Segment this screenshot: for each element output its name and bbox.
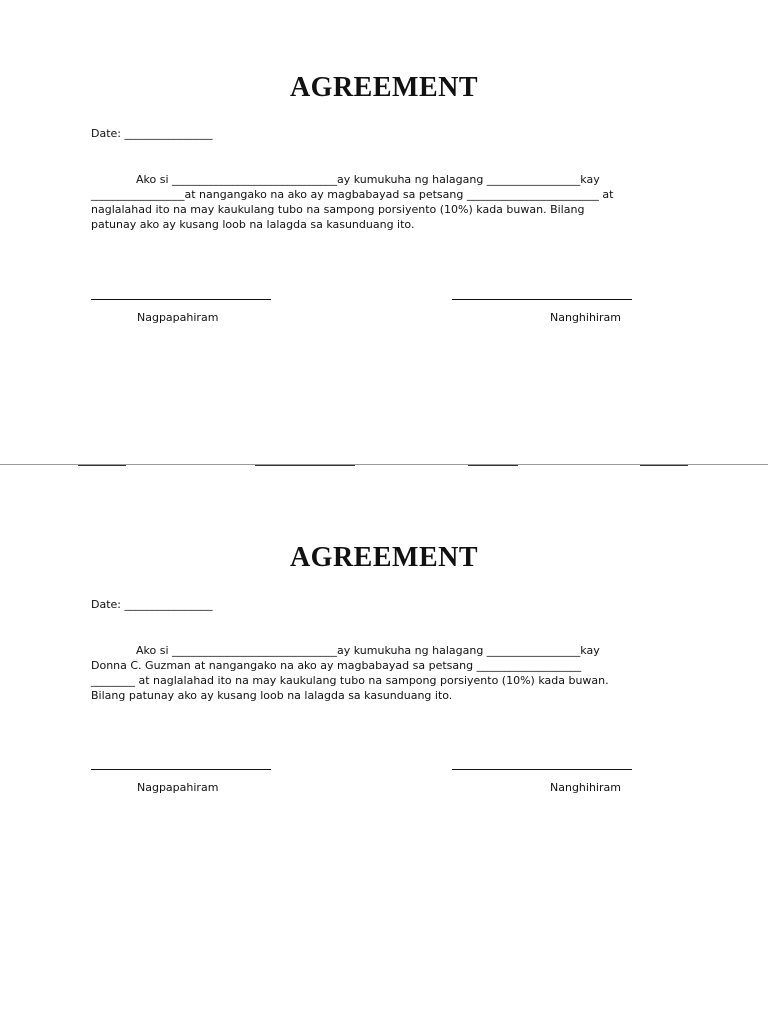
body-line: _________________at nangangako na ako ay magbabayad sa petsang ________________________ at bbox=[91, 188, 614, 201]
lender-label: Nagpapahiram bbox=[137, 311, 219, 324]
lender-label: Nagpapahiram bbox=[137, 781, 219, 794]
body-line: naglalahad ito na may kaukulang tubo na sampong porsiyento (10%) kada buwan. Bilang bbox=[91, 203, 585, 216]
agreement-title: AGREEMENT bbox=[289, 72, 479, 103]
lender-signature-line bbox=[91, 769, 271, 770]
body-line: Bilang patunay ako ay kusang loob na lalagda sa kasunduang ito. bbox=[91, 689, 453, 702]
borrower-label: Nanghihiram bbox=[550, 781, 621, 794]
lender-signature-line bbox=[91, 299, 271, 300]
borrower-label: Nanghihiram bbox=[550, 311, 621, 324]
date-field: Date: ________________ bbox=[91, 598, 213, 611]
cut-divider-mark bbox=[78, 465, 126, 466]
body-line: Ako si ______________________________ay kumukuha ng halagang _________________kay bbox=[136, 644, 600, 657]
body-line: Ako si ______________________________ay kumukuha ng halagang _________________kay bbox=[136, 173, 600, 186]
body-line: patunay ako ay kusang loob na lalagda sa kasunduang ito. bbox=[91, 218, 415, 231]
agreement-title: AGREEMENT bbox=[289, 542, 479, 573]
cut-divider-mark bbox=[468, 465, 518, 466]
borrower-signature-line bbox=[452, 299, 632, 300]
date-field: Date: ________________ bbox=[91, 127, 213, 140]
body-line: ________ at naglalahad ito na may kaukulang tubo na sampong porsiyento (10%) kada buwan. bbox=[91, 674, 609, 687]
borrower-signature-line bbox=[452, 769, 632, 770]
agreement-body bbox=[91, 643, 661, 703]
cut-divider-mark bbox=[255, 465, 355, 466]
cut-divider-mark bbox=[640, 465, 688, 466]
agreement-body bbox=[91, 172, 661, 232]
body-line: Donna C. Guzman at nangangako na ako ay magbabayad sa petsang ___________________ bbox=[91, 659, 582, 672]
